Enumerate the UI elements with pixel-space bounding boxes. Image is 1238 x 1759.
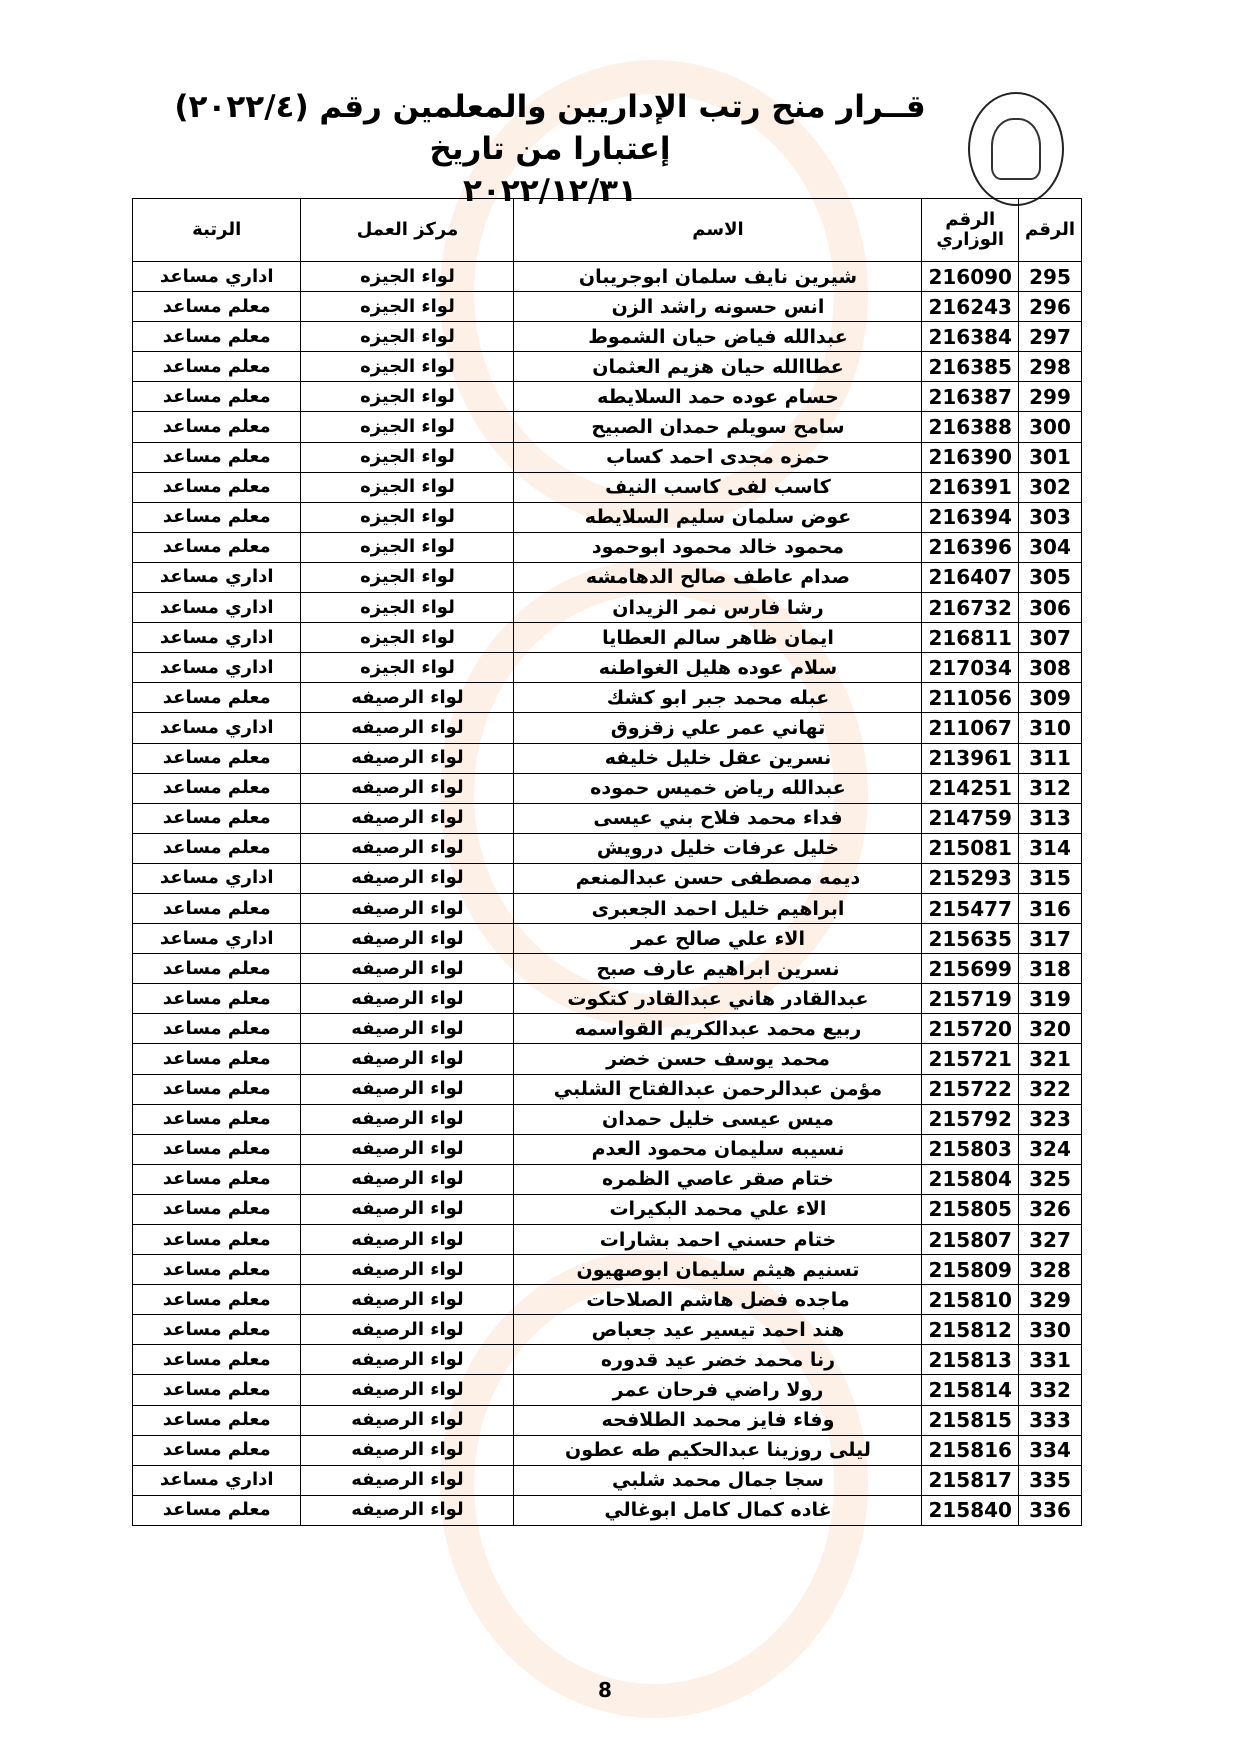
row-number: 322	[1018, 1074, 1081, 1104]
employee-name: هند احمد تيسير عيد جعباص	[514, 1315, 922, 1345]
work-center: لواء الرصيفه	[301, 1405, 514, 1435]
ministry-number: 215816	[922, 1435, 1019, 1465]
table-row	[133, 1285, 1082, 1315]
rank: اداري مساعد	[133, 262, 301, 292]
work-center: لواء الرصيفه	[301, 1285, 514, 1315]
ministry-number: 215293	[922, 863, 1019, 893]
row-number: 316	[1018, 893, 1081, 923]
work-center: لواء الرصيفه	[301, 713, 514, 743]
work-center: لواء الجيزه	[301, 593, 514, 623]
row-number: 296	[1018, 292, 1081, 322]
ministry-number: 216396	[922, 532, 1019, 562]
rank: اداري مساعد	[133, 1465, 301, 1495]
row-number: 307	[1018, 623, 1081, 653]
work-center: لواء الجيزه	[301, 352, 514, 382]
row-number: 305	[1018, 562, 1081, 592]
table-row	[133, 1074, 1082, 1104]
row-number: 313	[1018, 803, 1081, 833]
rank: معلم مساعد	[133, 382, 301, 412]
crown-emblem-icon	[991, 118, 1041, 180]
ministry-number: 214759	[922, 803, 1019, 833]
work-center: لواء الرصيفه	[301, 743, 514, 773]
rank: معلم مساعد	[133, 1495, 301, 1525]
ministry-number: 215812	[922, 1315, 1019, 1345]
employee-name: محمد يوسف حسن خضر	[514, 1044, 922, 1074]
employee-name: رولا راضي فرحان عمر	[514, 1375, 922, 1405]
table-row	[133, 984, 1082, 1014]
ministry-number: 217034	[922, 653, 1019, 683]
table-row	[133, 1405, 1082, 1435]
employee-name: حمزه مجدى احمد كساب	[514, 442, 922, 472]
work-center: لواء الجيزه	[301, 322, 514, 352]
table-row	[133, 1225, 1082, 1255]
employee-name: رنا محمد خضر عيد قدوره	[514, 1345, 922, 1375]
ministry-number: 215720	[922, 1014, 1019, 1044]
rank: معلم مساعد	[133, 1255, 301, 1285]
employee-name: نسرين ابراهيم عارف صبح	[514, 954, 922, 984]
rank: معلم مساعد	[133, 1104, 301, 1134]
rank: معلم مساعد	[133, 773, 301, 803]
table-row	[133, 713, 1082, 743]
employee-name: ايمان ظاهر سالم العطايا	[514, 623, 922, 653]
rank: معلم مساعد	[133, 352, 301, 382]
table-row	[133, 502, 1082, 532]
employee-name: تهاني عمر علي زقزوق	[514, 713, 922, 743]
employee-name: سامح سويلم حمدان الصبيح	[514, 412, 922, 442]
table-row	[133, 1014, 1082, 1044]
table-row	[133, 623, 1082, 653]
header-num: الرقم	[1018, 199, 1081, 262]
table-row	[133, 382, 1082, 412]
table-row	[133, 292, 1082, 322]
work-center: لواء الجيزه	[301, 412, 514, 442]
ministry-number: 211067	[922, 713, 1019, 743]
row-number: 329	[1018, 1285, 1081, 1315]
table-row	[133, 1495, 1082, 1525]
row-number: 317	[1018, 924, 1081, 954]
work-center: لواء الرصيفه	[301, 1435, 514, 1465]
work-center: لواء الرصيفه	[301, 954, 514, 984]
row-number: 298	[1018, 352, 1081, 382]
rank: معلم مساعد	[133, 472, 301, 502]
employee-name: صدام عاطف صالح الدهامشه	[514, 562, 922, 592]
row-number: 327	[1018, 1225, 1081, 1255]
rank: معلم مساعد	[133, 954, 301, 984]
ministry-number: 215809	[922, 1255, 1019, 1285]
rank: اداري مساعد	[133, 713, 301, 743]
rank: معلم مساعد	[133, 1435, 301, 1465]
ministry-number: 216385	[922, 352, 1019, 382]
row-number: 295	[1018, 262, 1081, 292]
table-row	[133, 532, 1082, 562]
employee-name: انس حسونه راشد الزن	[514, 292, 922, 322]
work-center: لواء الرصيفه	[301, 1315, 514, 1345]
ministry-number: 215721	[922, 1044, 1019, 1074]
header-location: مركز العمل	[301, 199, 514, 262]
work-center: لواء الجيزه	[301, 262, 514, 292]
title-line-2: ٢٠٢٢/١٢/٣١	[462, 173, 637, 209]
rank: معلم مساعد	[133, 292, 301, 322]
ministry-number: 215477	[922, 893, 1019, 923]
ministry-number: 216243	[922, 292, 1019, 322]
row-number: 300	[1018, 412, 1081, 442]
row-number: 334	[1018, 1435, 1081, 1465]
row-number: 297	[1018, 322, 1081, 352]
ministry-number: 216090	[922, 262, 1019, 292]
row-number: 330	[1018, 1315, 1081, 1345]
table-row	[133, 863, 1082, 893]
employee-name: غاده كمال كامل ابوغالي	[514, 1495, 922, 1525]
work-center: لواء الرصيفه	[301, 1255, 514, 1285]
row-number: 328	[1018, 1255, 1081, 1285]
row-number: 331	[1018, 1345, 1081, 1375]
ministry-number: 215807	[922, 1225, 1019, 1255]
table-row	[133, 562, 1082, 592]
ministry-number: 216384	[922, 322, 1019, 352]
work-center: لواء الجيزه	[301, 502, 514, 532]
table-row	[133, 593, 1082, 623]
work-center: لواء الرصيفه	[301, 1164, 514, 1194]
table-row	[133, 954, 1082, 984]
page-number: 8	[598, 1678, 612, 1702]
table-row	[133, 893, 1082, 923]
ministry-number: 216811	[922, 623, 1019, 653]
ministry-number: 215810	[922, 1285, 1019, 1315]
row-number: 301	[1018, 442, 1081, 472]
rank: معلم مساعد	[133, 743, 301, 773]
table-row	[133, 262, 1082, 292]
table-row	[133, 442, 1082, 472]
work-center: لواء الرصيفه	[301, 1375, 514, 1405]
work-center: لواء الرصيفه	[301, 863, 514, 893]
employee-name: وفاء فايز محمد الطلافحه	[514, 1405, 922, 1435]
work-center: لواء الرصيفه	[301, 803, 514, 833]
title-line-1: قــرار منح رتب الإداريين والمعلمين رقم (٢٠٢٢/٤) إعتبارا من تاريخ	[174, 89, 926, 167]
row-number: 312	[1018, 773, 1081, 803]
employee-name: ديمه مصطفى حسن عبدالمنعم	[514, 863, 922, 893]
table-row	[133, 1345, 1082, 1375]
row-number: 303	[1018, 502, 1081, 532]
row-number: 302	[1018, 472, 1081, 502]
rank: معلم مساعد	[133, 893, 301, 923]
employee-name: شيرين نايف سلمان ابوجريبان	[514, 262, 922, 292]
employee-name: ربيع محمد عبدالكريم القواسمه	[514, 1014, 922, 1044]
employee-name: عبدالله فياض حيان الشموط	[514, 322, 922, 352]
work-center: لواء الجيزه	[301, 382, 514, 412]
row-number: 333	[1018, 1405, 1081, 1435]
work-center: لواء الرصيفه	[301, 1044, 514, 1074]
employee-name: حسام عوده حمد السلايطه	[514, 382, 922, 412]
work-center: لواء الرصيفه	[301, 833, 514, 863]
employee-name: تسنيم هيثم سليمان ابوصهيون	[514, 1255, 922, 1285]
employee-name: عبدالله رياض خميس حموده	[514, 773, 922, 803]
employee-name: ليلى روزينا عبدالحكيم طه عطون	[514, 1435, 922, 1465]
rank: اداري مساعد	[133, 562, 301, 592]
rank: معلم مساعد	[133, 1285, 301, 1315]
rank: معلم مساعد	[133, 442, 301, 472]
employee-name: عطاالله حيان هزيم العثمان	[514, 352, 922, 382]
work-center: لواء الرصيفه	[301, 1225, 514, 1255]
table-row	[133, 1194, 1082, 1224]
rank: معلم مساعد	[133, 1194, 301, 1224]
table-row	[133, 472, 1082, 502]
rank: معلم مساعد	[133, 683, 301, 713]
employee-name: ختام صقر عاصي الظمره	[514, 1164, 922, 1194]
row-number: 332	[1018, 1375, 1081, 1405]
table-row	[133, 773, 1082, 803]
row-number: 335	[1018, 1465, 1081, 1495]
row-number: 306	[1018, 593, 1081, 623]
table-row	[133, 1435, 1082, 1465]
ministry-number: 215792	[922, 1104, 1019, 1134]
rank: معلم مساعد	[133, 1315, 301, 1345]
ministry-number: 215805	[922, 1194, 1019, 1224]
table-row	[133, 924, 1082, 954]
work-center: لواء الجيزه	[301, 472, 514, 502]
work-center: لواء الرصيفه	[301, 1014, 514, 1044]
employee-name: عوض سلمان سليم السلايطه	[514, 502, 922, 532]
ministry-number: 216394	[922, 502, 1019, 532]
ministry-number: 216387	[922, 382, 1019, 412]
table-row	[133, 1134, 1082, 1164]
rank: اداري مساعد	[133, 924, 301, 954]
work-center: لواء الجيزه	[301, 532, 514, 562]
employee-name: خليل عرفات خليل درويش	[514, 833, 922, 863]
rank: معلم مساعد	[133, 1345, 301, 1375]
staff-table	[132, 198, 1082, 1526]
work-center: لواء الرصيفه	[301, 1104, 514, 1134]
employee-name: سجا جمال محمد شلبي	[514, 1465, 922, 1495]
table-row	[133, 653, 1082, 683]
row-number: 308	[1018, 653, 1081, 683]
employee-name: ماجده فضل هاشم الصلاحات	[514, 1285, 922, 1315]
table-row	[133, 683, 1082, 713]
work-center: لواء الجيزه	[301, 562, 514, 592]
rank: معلم مساعد	[133, 984, 301, 1014]
table-row	[133, 1255, 1082, 1285]
rank: اداري مساعد	[133, 593, 301, 623]
rank: اداري مساعد	[133, 863, 301, 893]
employee-name: عبله محمد جبر ابو كشك	[514, 683, 922, 713]
work-center: لواء الرصيفه	[301, 773, 514, 803]
ministry-number: 215722	[922, 1074, 1019, 1104]
rank: اداري مساعد	[133, 653, 301, 683]
employee-name: ابراهيم خليل احمد الجعبرى	[514, 893, 922, 923]
header-name: الاسم	[514, 199, 922, 262]
rank: معلم مساعد	[133, 532, 301, 562]
employee-name: مؤمن عبدالرحمن عبدالفتاح الشلبي	[514, 1074, 922, 1104]
employee-name: سلام عوده هليل الغواطنه	[514, 653, 922, 683]
row-number: 309	[1018, 683, 1081, 713]
work-center: لواء الرصيفه	[301, 1345, 514, 1375]
ministry-number: 215719	[922, 984, 1019, 1014]
work-center: لواء الرصيفه	[301, 1465, 514, 1495]
row-number: 319	[1018, 984, 1081, 1014]
ministry-number: 216390	[922, 442, 1019, 472]
employee-name: ختام حسني احمد بشارات	[514, 1225, 922, 1255]
table-header-row	[133, 199, 1082, 262]
employee-name: الاء علي صالح عمر	[514, 924, 922, 954]
ministry-number: 215635	[922, 924, 1019, 954]
ministry-number: 215815	[922, 1405, 1019, 1435]
table-row	[133, 1164, 1082, 1194]
ministry-number: 216407	[922, 562, 1019, 592]
employee-name: فداء محمد فلاح بني عيسى	[514, 803, 922, 833]
rank: معلم مساعد	[133, 502, 301, 532]
work-center: لواء الرصيفه	[301, 893, 514, 923]
work-center: لواء الرصيفه	[301, 1194, 514, 1224]
row-number: 323	[1018, 1104, 1081, 1134]
row-number: 336	[1018, 1495, 1081, 1525]
row-number: 304	[1018, 532, 1081, 562]
row-number: 321	[1018, 1044, 1081, 1074]
ministry-number: 214251	[922, 773, 1019, 803]
work-center: لواء الرصيفه	[301, 1074, 514, 1104]
ministry-number: 215081	[922, 833, 1019, 863]
ministry-number: 215840	[922, 1495, 1019, 1525]
row-number: 310	[1018, 713, 1081, 743]
ministry-seal	[968, 92, 1064, 206]
row-number: 326	[1018, 1194, 1081, 1224]
work-center: لواء الرصيفه	[301, 984, 514, 1014]
table-row	[133, 322, 1082, 352]
row-number: 315	[1018, 863, 1081, 893]
rank: معلم مساعد	[133, 1225, 301, 1255]
work-center: لواء الجيزه	[301, 292, 514, 322]
work-center: لواء الجيزه	[301, 442, 514, 472]
rank: معلم مساعد	[133, 1014, 301, 1044]
document-title	[150, 86, 950, 212]
rank: معلم مساعد	[133, 1134, 301, 1164]
rank: معلم مساعد	[133, 1044, 301, 1074]
row-number: 314	[1018, 833, 1081, 863]
work-center: لواء الرصيفه	[301, 924, 514, 954]
table-row	[133, 1375, 1082, 1405]
work-center: لواء الجيزه	[301, 623, 514, 653]
table-row	[133, 352, 1082, 382]
table-row	[133, 1104, 1082, 1134]
table-row	[133, 803, 1082, 833]
employee-name: عبدالقادر هاني عبدالقادر كتكوت	[514, 984, 922, 1014]
employee-name: محمود خالد محمود ابوحمود	[514, 532, 922, 562]
work-center: لواء الجيزه	[301, 653, 514, 683]
ministry-number: 215814	[922, 1375, 1019, 1405]
table-row	[133, 412, 1082, 442]
rank: معلم مساعد	[133, 833, 301, 863]
employee-name: ميس عيسى خليل حمدان	[514, 1104, 922, 1134]
row-number: 325	[1018, 1164, 1081, 1194]
row-number: 299	[1018, 382, 1081, 412]
rank: معلم مساعد	[133, 1074, 301, 1104]
employee-name: نسرين عقل خليل خليفه	[514, 743, 922, 773]
table-row	[133, 833, 1082, 863]
ministry-number: 216732	[922, 593, 1019, 623]
table-row	[133, 1044, 1082, 1074]
rank: معلم مساعد	[133, 412, 301, 442]
ministry-number: 216388	[922, 412, 1019, 442]
table-row	[133, 1465, 1082, 1495]
header-ministry-num: الرقم الوزاري	[922, 199, 1019, 262]
work-center: لواء الرصيفه	[301, 1134, 514, 1164]
row-number: 324	[1018, 1134, 1081, 1164]
ministry-number: 215804	[922, 1164, 1019, 1194]
employee-name: كاسب لفى كاسب النيف	[514, 472, 922, 502]
employee-name: نسيبه سليمان محمود العدم	[514, 1134, 922, 1164]
header-rank: الرتبة	[133, 199, 301, 262]
ministry-number: 216391	[922, 472, 1019, 502]
rank: معلم مساعد	[133, 1405, 301, 1435]
row-number: 320	[1018, 1014, 1081, 1044]
ministry-number: 215699	[922, 954, 1019, 984]
table-row	[133, 1315, 1082, 1345]
work-center: لواء الرصيفه	[301, 683, 514, 713]
ministry-number: 215803	[922, 1134, 1019, 1164]
rank: معلم مساعد	[133, 322, 301, 352]
ministry-number: 213961	[922, 743, 1019, 773]
employee-name: الاء علي محمد البكيرات	[514, 1194, 922, 1224]
row-number: 318	[1018, 954, 1081, 984]
work-center: لواء الرصيفه	[301, 1495, 514, 1525]
table-row	[133, 743, 1082, 773]
employee-name: رشا فارس نمر الزيدان	[514, 593, 922, 623]
rank: معلم مساعد	[133, 1375, 301, 1405]
rank: معلم مساعد	[133, 803, 301, 833]
row-number: 311	[1018, 743, 1081, 773]
rank: اداري مساعد	[133, 623, 301, 653]
rank: معلم مساعد	[133, 1164, 301, 1194]
ministry-number: 211056	[922, 683, 1019, 713]
ministry-number: 215817	[922, 1465, 1019, 1495]
ministry-number: 215813	[922, 1345, 1019, 1375]
